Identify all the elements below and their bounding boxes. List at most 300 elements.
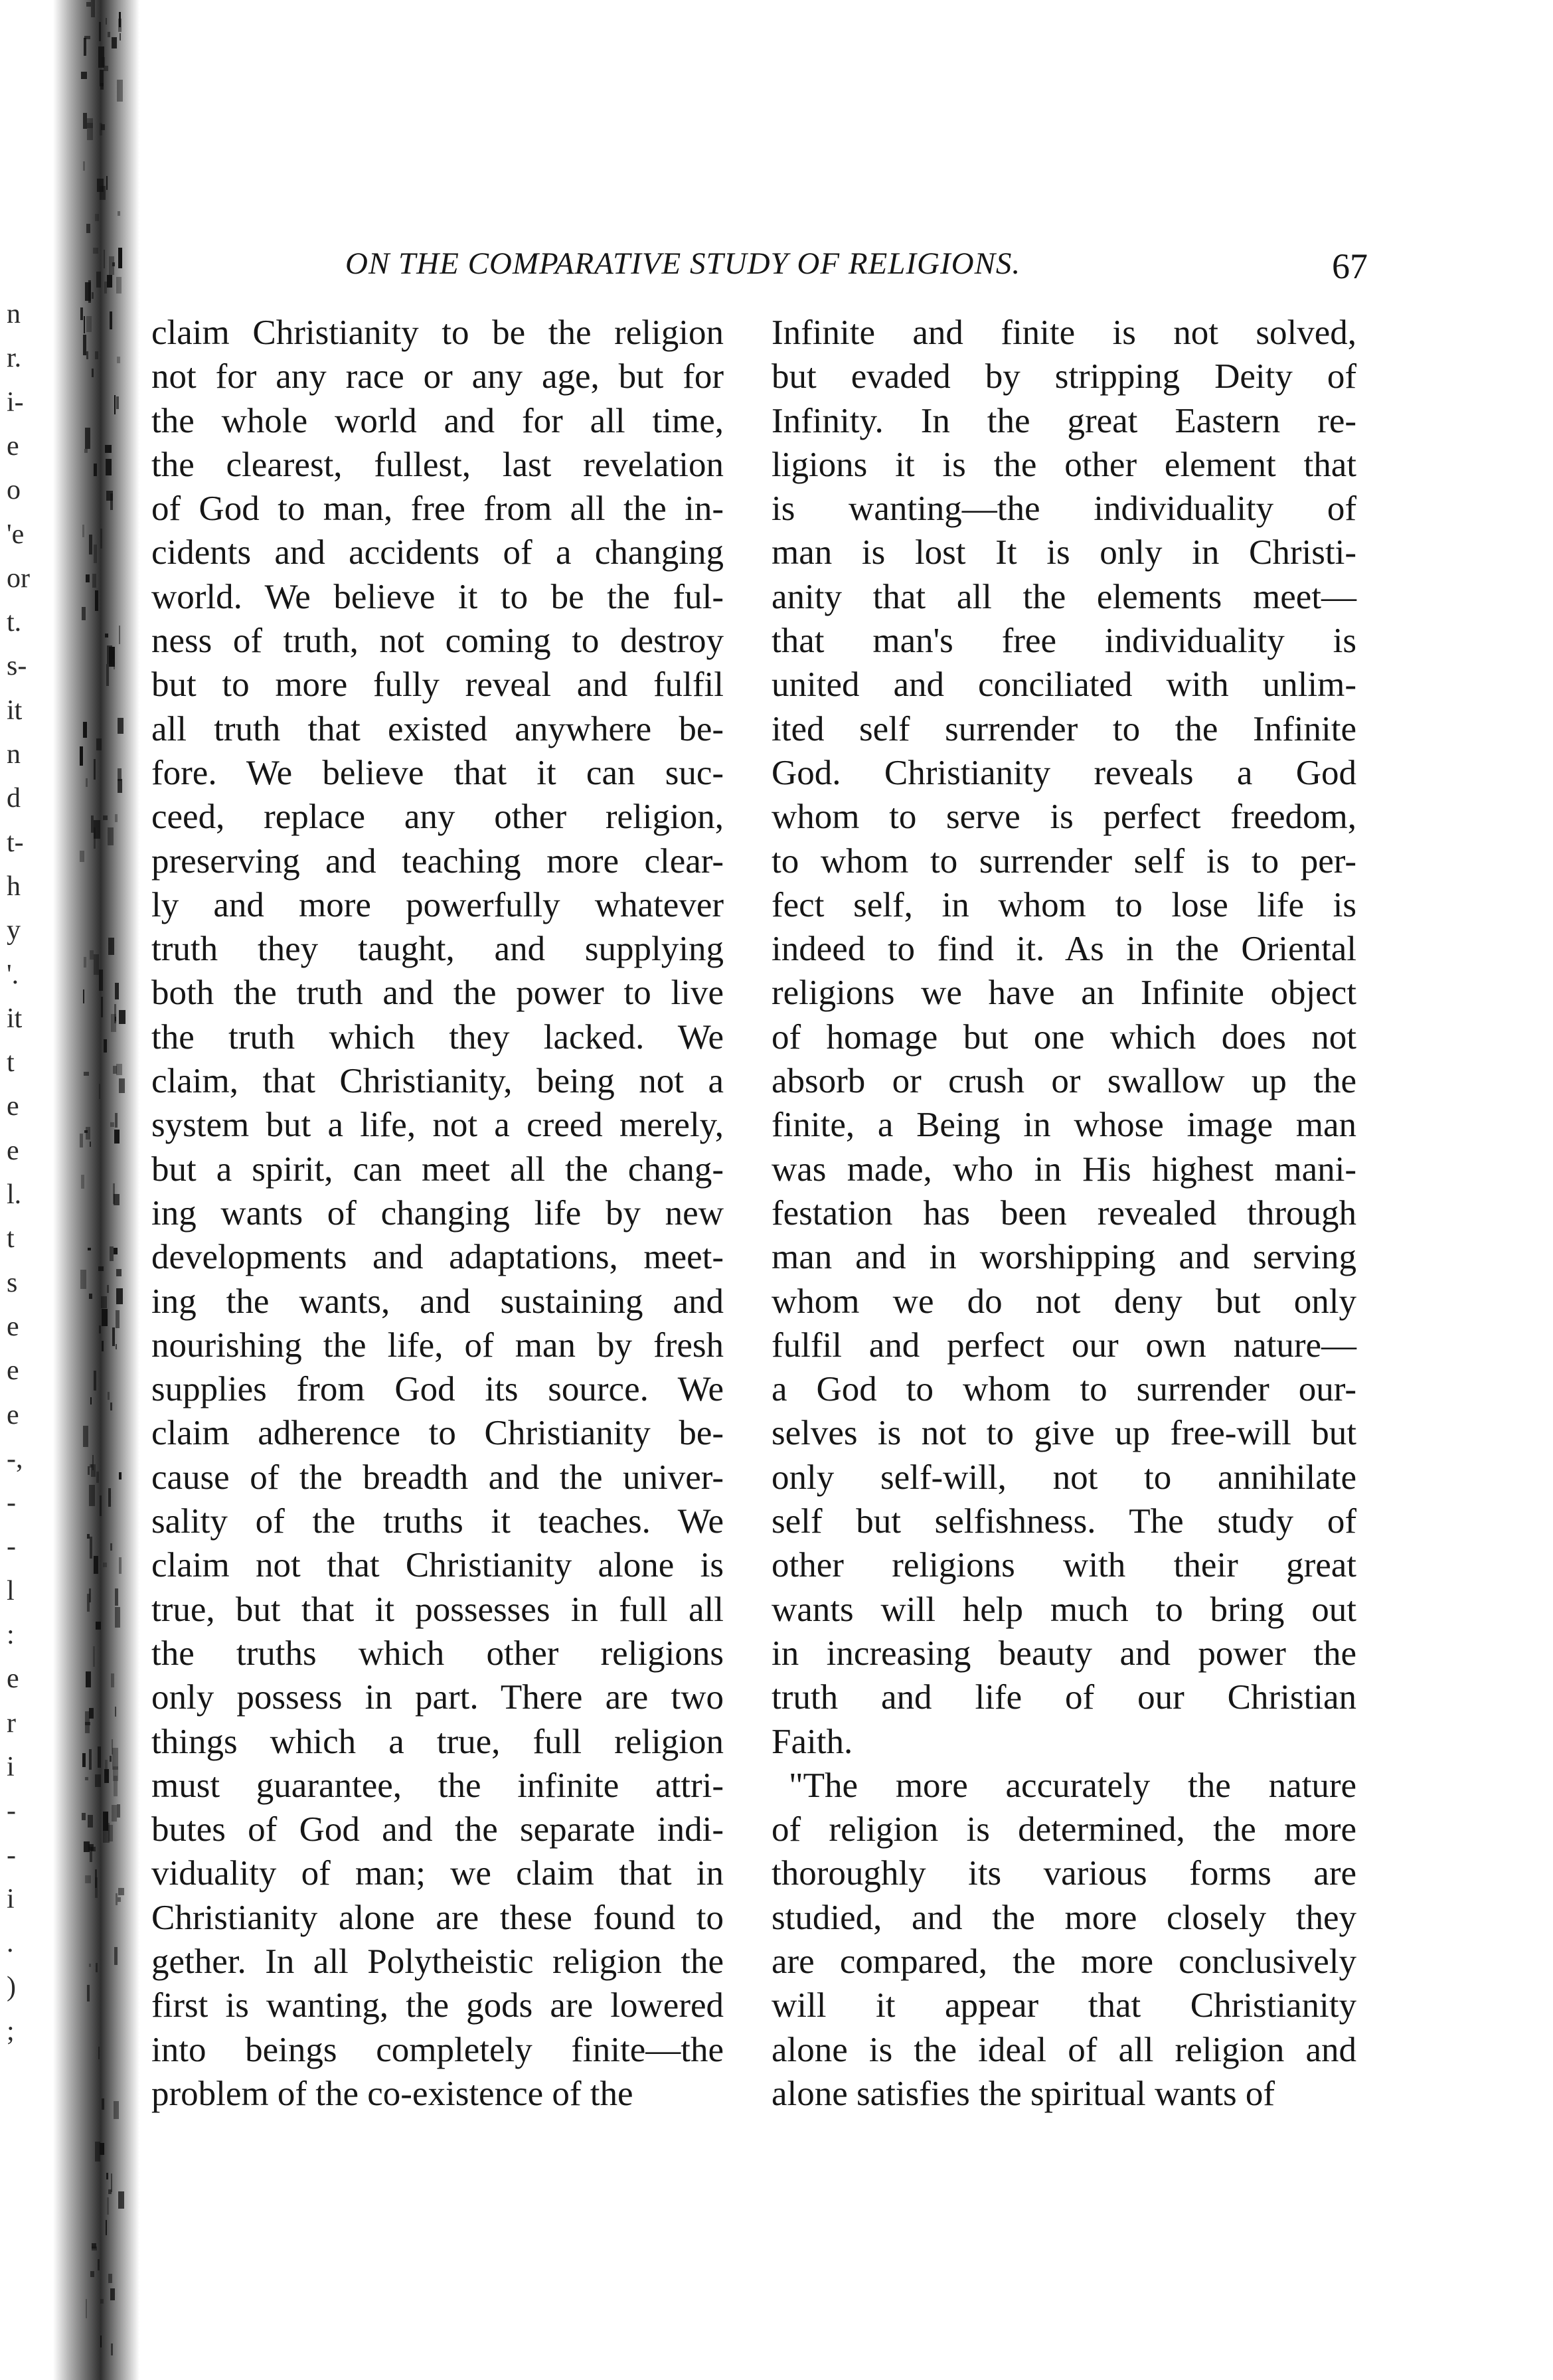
scan-speck xyxy=(117,1804,120,1818)
scan-speck xyxy=(89,1749,92,1770)
text-line: alone satisfies the spiritual wants of xyxy=(772,2074,1275,2113)
text-line: is wanting—the individuality of xyxy=(772,489,1356,529)
text-line: united and conciliated with unlim- xyxy=(772,665,1356,705)
scan-speck xyxy=(98,46,104,67)
margin-fragment: y xyxy=(7,915,21,946)
scan-speck xyxy=(100,2299,103,2304)
scan-speck xyxy=(101,124,105,130)
scan-speck xyxy=(108,32,110,37)
scan-speck xyxy=(88,1815,92,1828)
margin-fragment: '. xyxy=(7,959,19,990)
scan-speck xyxy=(96,738,102,750)
scan-speck xyxy=(86,1671,91,1687)
scan-speck xyxy=(82,607,86,620)
scan-speck xyxy=(85,1777,88,1780)
margin-fragment: : xyxy=(7,1620,15,1650)
scan-speck xyxy=(104,1039,107,1053)
scan-speck xyxy=(106,18,107,24)
scan-speck xyxy=(107,1285,110,1292)
text-line: all truth that existed anywhere be- xyxy=(151,709,724,748)
scan-speck xyxy=(94,820,100,839)
scan-speck xyxy=(82,525,84,537)
scan-speck xyxy=(89,1964,91,1967)
margin-fragment: - xyxy=(7,1839,16,1871)
margin-fragment: h xyxy=(7,871,21,902)
margin-fragment: i xyxy=(7,1883,15,1914)
scan-speck xyxy=(118,211,121,215)
scan-speck xyxy=(90,950,94,960)
scan-speck xyxy=(96,1963,98,1972)
text-line: indeed to find it. As in the Oriental xyxy=(772,930,1356,969)
scan-speck xyxy=(105,445,112,452)
text-line: the truth which they lacked. We xyxy=(151,1017,724,1057)
binding-edge-scan-artifact xyxy=(53,0,139,2380)
text-line: developments and adaptations, meet- xyxy=(151,1238,724,1277)
scan-speck xyxy=(117,357,120,363)
scan-speck xyxy=(114,1947,118,1966)
scan-speck xyxy=(115,814,118,821)
scan-speck xyxy=(80,307,84,320)
scan-speck xyxy=(95,1877,98,1898)
scan-speck xyxy=(90,2271,94,2277)
scan-speck xyxy=(106,176,108,190)
scan-speck xyxy=(90,1464,92,1468)
text-line: world. We believe it to be the ful- xyxy=(151,577,724,616)
scan-speck xyxy=(116,1893,118,1905)
scan-speck xyxy=(106,459,111,475)
scan-speck xyxy=(108,1392,110,1400)
scan-speck xyxy=(115,1588,118,1606)
scan-speck xyxy=(110,1402,112,1410)
margin-fragment: n xyxy=(7,739,21,770)
text-line: Infinite and finite is not solved, xyxy=(772,313,1356,352)
scan-speck xyxy=(114,1248,118,1254)
scan-speck xyxy=(95,351,98,359)
scan-speck xyxy=(87,1594,90,1612)
text-line: "The more accurately the nature xyxy=(789,1766,1356,1805)
text-line: ited self surrender to the Infinite xyxy=(772,709,1356,748)
text-line: whom we do not deny but only xyxy=(772,1282,1356,1321)
scan-speck xyxy=(94,1556,98,1574)
text-line: only self-will, not to annihilate xyxy=(772,1458,1356,1497)
text-line: problem of the co-existence of the xyxy=(151,2074,633,2113)
text-line: of homage but one which does not xyxy=(772,1017,1356,1057)
margin-fragment: - xyxy=(7,1531,16,1563)
text-line: selves is not to give up free-will but xyxy=(772,1414,1356,1453)
scan-speck xyxy=(110,1543,112,1551)
scan-speck xyxy=(108,1488,111,1506)
text-line: ceed, replace any other religion, xyxy=(151,798,724,837)
scan-speck xyxy=(102,1341,104,1351)
margin-fragment: e xyxy=(7,1311,19,1342)
scan-speck xyxy=(83,989,84,1003)
scan-speck xyxy=(80,851,84,862)
scan-speck xyxy=(108,2274,113,2283)
scan-speck xyxy=(115,1113,118,1128)
scan-speck xyxy=(86,1127,90,1140)
margin-fragment: 'e xyxy=(7,519,25,550)
scan-speck xyxy=(94,464,97,476)
scan-speck xyxy=(119,1472,122,1480)
scan-speck xyxy=(104,250,106,269)
text-line: must guarantee, the infinite attri- xyxy=(151,1766,724,1805)
margin-fragment: l. xyxy=(7,1179,22,1210)
text-line: only possess in part. There are two xyxy=(151,1678,724,1717)
text-line: claim, that Christianity, being not a xyxy=(151,1062,724,1101)
scan-speck xyxy=(119,1078,125,1093)
scan-speck xyxy=(103,815,108,820)
scan-speck xyxy=(116,1344,118,1350)
margin-fragment: - xyxy=(7,1796,16,1827)
scan-speck xyxy=(91,815,94,833)
scan-speck xyxy=(116,396,118,409)
scan-speck xyxy=(98,2047,100,2059)
scan-speck xyxy=(85,428,90,449)
text-line: in increasing beauty and power the xyxy=(772,1634,1356,1673)
scan-speck xyxy=(95,2142,100,2162)
scan-speck xyxy=(118,779,123,793)
scan-speck xyxy=(119,1010,125,1024)
scan-speck xyxy=(110,311,112,329)
scan-speck xyxy=(115,1707,116,1717)
text-line: alone is the ideal of all religion and xyxy=(772,2030,1356,2069)
scan-speck xyxy=(93,248,98,254)
scan-speck xyxy=(112,1739,113,1754)
scan-speck xyxy=(107,645,112,664)
scan-speck xyxy=(118,1888,124,1895)
scan-speck xyxy=(81,1175,85,1188)
scan-speck xyxy=(113,1183,115,1204)
text-line: self but selfishness. The study of xyxy=(772,1502,1356,1541)
text-line: things which a true, full religion xyxy=(151,1722,724,1761)
text-line: the whole world and for all time, xyxy=(151,401,724,440)
scan-speck xyxy=(81,72,87,79)
scan-speck xyxy=(94,759,96,780)
scan-speck xyxy=(84,1841,90,1852)
scan-speck xyxy=(86,778,88,788)
margin-fragment: l xyxy=(7,1575,15,1606)
scan-speck xyxy=(116,1288,123,1304)
right-text-column xyxy=(772,311,1356,2116)
margin-fragment: - xyxy=(7,1488,16,1519)
text-line: fulfil and perfect our own nature— xyxy=(772,1325,1356,1365)
scan-speck xyxy=(92,2247,97,2251)
scan-speck xyxy=(99,970,103,991)
scan-speck xyxy=(99,1084,100,1099)
scan-speck xyxy=(114,660,115,669)
scan-speck xyxy=(91,0,95,17)
text-line: wants will help much to bring out xyxy=(772,1590,1356,1629)
scan-speck xyxy=(118,2191,124,2209)
scan-speck xyxy=(88,1248,91,1251)
text-line: supplies from God its source. We xyxy=(151,1370,724,1409)
scan-speck xyxy=(104,1769,109,1783)
scan-speck xyxy=(83,113,86,129)
scan-speck xyxy=(97,179,104,193)
text-line: man is lost It is only in Christi- xyxy=(772,533,1356,572)
text-line: the clearest, fullest, last revelation xyxy=(151,445,724,484)
scan-speck xyxy=(111,1673,114,1688)
scan-speck xyxy=(118,1897,121,1902)
scan-speck xyxy=(86,316,92,332)
scan-speck xyxy=(95,590,98,612)
scan-speck xyxy=(103,1563,107,1567)
scan-speck xyxy=(106,2220,108,2235)
text-line: religions we have an Infinite object xyxy=(772,974,1356,1013)
text-line: ly and more powerfully whatever xyxy=(151,885,724,924)
scan-speck xyxy=(110,1246,114,1261)
scan-speck xyxy=(110,2288,115,2300)
scan-speck xyxy=(96,272,101,287)
scan-speck xyxy=(108,1825,114,1841)
scan-speck xyxy=(94,545,96,563)
scan-speck xyxy=(108,827,114,845)
scan-speck xyxy=(110,1756,112,1761)
scan-speck xyxy=(96,1472,99,1483)
text-line: festation has been revealed through xyxy=(772,1193,1356,1232)
scan-speck xyxy=(92,369,94,377)
scan-speck xyxy=(112,262,115,266)
text-line: are compared, the more conclusively xyxy=(772,1942,1356,1981)
scan-speck xyxy=(116,277,122,293)
text-line: fect self, in whom to lose life is xyxy=(772,885,1356,924)
scan-speck xyxy=(89,1708,94,1719)
scan-speck xyxy=(108,938,114,955)
scan-speck xyxy=(87,1534,90,1539)
text-line: cidents and accidents of a changing xyxy=(151,533,724,572)
scan-speck xyxy=(98,1746,101,1768)
text-line: other religions with their great xyxy=(772,1546,1356,1585)
scan-speck xyxy=(106,664,108,687)
scan-speck xyxy=(114,395,116,414)
scan-speck xyxy=(84,957,86,968)
scan-speck xyxy=(87,1985,90,2001)
scan-speck xyxy=(114,2101,119,2119)
margin-fragment: e xyxy=(7,1355,19,1387)
scan-speck xyxy=(82,1813,86,1820)
scan-speck xyxy=(100,529,102,549)
margin-fragment: r xyxy=(7,1707,16,1739)
scan-speck xyxy=(103,1812,108,1831)
text-line: ing the wants, and sustaining and xyxy=(151,1282,724,1321)
text-line: ligions it is the other element that xyxy=(772,445,1356,484)
text-line: ing wants of changing life by new xyxy=(151,1193,724,1232)
scan-speck xyxy=(105,634,108,638)
text-line: of God to man, free from all the in- xyxy=(151,489,724,529)
text-line: butes of God and the separate indi- xyxy=(151,1810,724,1849)
text-line: a God to whom to surrender our- xyxy=(772,1370,1356,1409)
scan-speck xyxy=(86,2,91,7)
left-text-column xyxy=(151,311,724,2116)
scan-speck xyxy=(83,161,85,170)
text-line: Infinity. In the great Eastern re- xyxy=(772,401,1356,440)
scan-speck xyxy=(87,123,93,128)
text-line: claim Christianity to be the religion xyxy=(151,313,724,352)
scan-speck xyxy=(114,1004,116,1023)
scan-speck xyxy=(114,1130,120,1144)
scan-speck xyxy=(101,997,103,1017)
scan-speck xyxy=(84,1072,89,1076)
margin-fragment: . xyxy=(7,1928,14,1959)
scan-speck xyxy=(99,1325,101,1333)
text-line: cause of the breadth and the univer- xyxy=(151,1458,724,1497)
scan-speck xyxy=(92,292,94,298)
scan-speck xyxy=(100,2143,104,2155)
scan-speck xyxy=(89,1294,92,1300)
text-line: not for any race or any age, but for xyxy=(151,357,724,396)
scan-speck xyxy=(101,1296,107,1308)
text-line: into beings completely finite—the xyxy=(151,2030,724,2069)
scan-speck xyxy=(107,2197,109,2215)
scan-speck xyxy=(92,574,96,588)
text-line: but a spirit, can meet all the chang- xyxy=(151,1149,724,1189)
scan-speck xyxy=(110,1122,114,1126)
scan-speck xyxy=(99,22,101,41)
text-line: but to more fully reveal and fulfil xyxy=(151,665,724,705)
margin-fragment: i xyxy=(7,1751,15,1782)
text-line: first is wanting, the gods are lowered xyxy=(151,1986,724,2025)
margin-fragment: e xyxy=(7,1399,19,1430)
scan-speck xyxy=(86,2299,88,2318)
scan-speck xyxy=(115,983,119,999)
text-line: true, but that it possesses in full all xyxy=(151,1590,724,1629)
text-line: fore. We believe that it can suc- xyxy=(151,753,724,792)
text-line: ness of truth, not coming to destroy xyxy=(151,622,724,661)
scan-speck xyxy=(102,2098,104,2110)
scan-speck xyxy=(104,282,107,294)
text-line: claim not that Christianity alone is xyxy=(151,1546,724,1585)
scan-speck xyxy=(86,224,91,233)
scan-speck xyxy=(89,1485,95,1506)
margin-fragment: ) xyxy=(7,1972,16,2003)
scan-speck xyxy=(120,33,121,41)
scan-speck xyxy=(98,2259,100,2270)
scan-speck xyxy=(89,535,92,554)
scan-speck xyxy=(100,1495,102,1516)
text-line: Christianity alone are these found to xyxy=(151,1898,724,1937)
margin-fragment: t- xyxy=(7,827,24,858)
scan-speck xyxy=(119,1557,121,1573)
margin-fragment: s xyxy=(7,1267,18,1298)
scan-speck xyxy=(94,954,98,974)
text-line: of religion is determined, the more xyxy=(772,1810,1356,1849)
text-line: studied, and the more closely they xyxy=(772,1898,1356,1937)
scan-speck xyxy=(86,351,88,359)
scan-speck xyxy=(82,1753,86,1767)
scan-speck xyxy=(83,1426,89,1448)
margin-fragment: e xyxy=(7,1091,19,1122)
scan-speck xyxy=(106,491,113,501)
running-head: ON THE COMPARATIVE STUDY OF RELIGIONS. xyxy=(345,246,1021,281)
scan-speck xyxy=(100,2336,102,2347)
scan-speck xyxy=(87,118,94,140)
margin-fragment: d xyxy=(7,783,21,814)
margin-fragment: t xyxy=(7,1047,15,1078)
scan-speck xyxy=(100,70,104,86)
text-line: thoroughly its various forms are xyxy=(772,1854,1356,1893)
scan-speck xyxy=(88,280,91,303)
scan-speck xyxy=(96,1622,101,1630)
scan-speck xyxy=(80,746,83,766)
text-line: whom to serve is perfect freedom, xyxy=(772,798,1356,837)
scan-speck xyxy=(84,449,88,453)
margin-fragment: i- xyxy=(7,386,24,418)
text-line: anity that all the elements meet— xyxy=(772,577,1356,616)
scan-speck xyxy=(90,1537,92,1559)
margin-fragment: it xyxy=(7,1003,23,1034)
scan-speck xyxy=(116,1064,122,1075)
scan-speck xyxy=(106,2173,108,2179)
scan-speck xyxy=(104,66,108,71)
scan-speck xyxy=(118,19,122,32)
margin-fragment: t xyxy=(7,1223,15,1254)
scan-speck xyxy=(84,316,85,333)
text-line: viduality of man; we claim that in xyxy=(151,1854,724,1893)
text-line: to whom to surrender self is to per- xyxy=(772,841,1356,881)
scan-speck xyxy=(94,1371,97,1391)
scan-speck xyxy=(111,2343,113,2355)
text-line: was made, who in His highest mani- xyxy=(772,1149,1356,1189)
text-line: man and in worshipping and serving xyxy=(772,1238,1356,1277)
scan-speck xyxy=(107,275,112,288)
margin-fragment: n xyxy=(7,299,21,329)
scan-speck xyxy=(80,1134,83,1148)
margin-fragment: o xyxy=(7,475,21,506)
margin-fragment: e xyxy=(7,1135,19,1166)
text-line: will it appear that Christianity xyxy=(772,1986,1356,2025)
text-line: truth and life of our Christian xyxy=(772,1678,1356,1717)
scan-speck xyxy=(102,1309,108,1326)
scan-speck xyxy=(86,574,90,582)
scan-speck xyxy=(90,1397,92,1404)
text-line: claim adherence to Christianity be- xyxy=(151,1414,724,1453)
text-line: finite, a Being in whose image man xyxy=(772,1106,1356,1145)
text-line: but evaded by stripping Deity of xyxy=(772,357,1356,396)
scan-speck xyxy=(95,1774,100,1787)
text-line: truth they taught, and supplying xyxy=(151,930,724,969)
scan-speck xyxy=(112,1327,115,1346)
margin-fragment: -, xyxy=(7,1443,23,1474)
scan-speck xyxy=(93,1646,94,1667)
scan-speck xyxy=(112,37,117,48)
text-line: preserving and teaching more clear- xyxy=(151,841,724,881)
scan-speck xyxy=(84,38,86,56)
text-line: the truths which other religions xyxy=(151,1634,724,1673)
scan-speck xyxy=(116,1269,122,1277)
scan-speck xyxy=(90,1142,92,1147)
text-line: nourishing the life, of man by fresh xyxy=(151,1325,724,1365)
margin-fragment: ; xyxy=(7,2015,15,2047)
page-header xyxy=(345,246,1368,286)
scan-speck xyxy=(80,1270,86,1289)
scan-speck xyxy=(83,722,86,738)
scan-speck xyxy=(118,248,122,268)
scan-speck xyxy=(85,1875,91,1883)
scan-speck xyxy=(111,2173,113,2192)
text-line: gether. In all Polytheistic religion the xyxy=(151,1942,724,1981)
text-line: absorb or crush or swallow up the xyxy=(772,1062,1356,1101)
scan-speck xyxy=(118,718,123,734)
scan-speck xyxy=(116,1310,120,1328)
margin-fragment: s- xyxy=(7,651,27,682)
scan-speck xyxy=(117,80,123,102)
margin-fragment: e xyxy=(7,430,19,462)
scan-speck xyxy=(115,1607,120,1628)
margin-fragment: e xyxy=(7,1663,19,1695)
margin-fragment: r. xyxy=(7,343,22,374)
margin-fragment: it xyxy=(7,695,23,726)
text-line: God. Christianity reveals a God xyxy=(772,753,1356,792)
